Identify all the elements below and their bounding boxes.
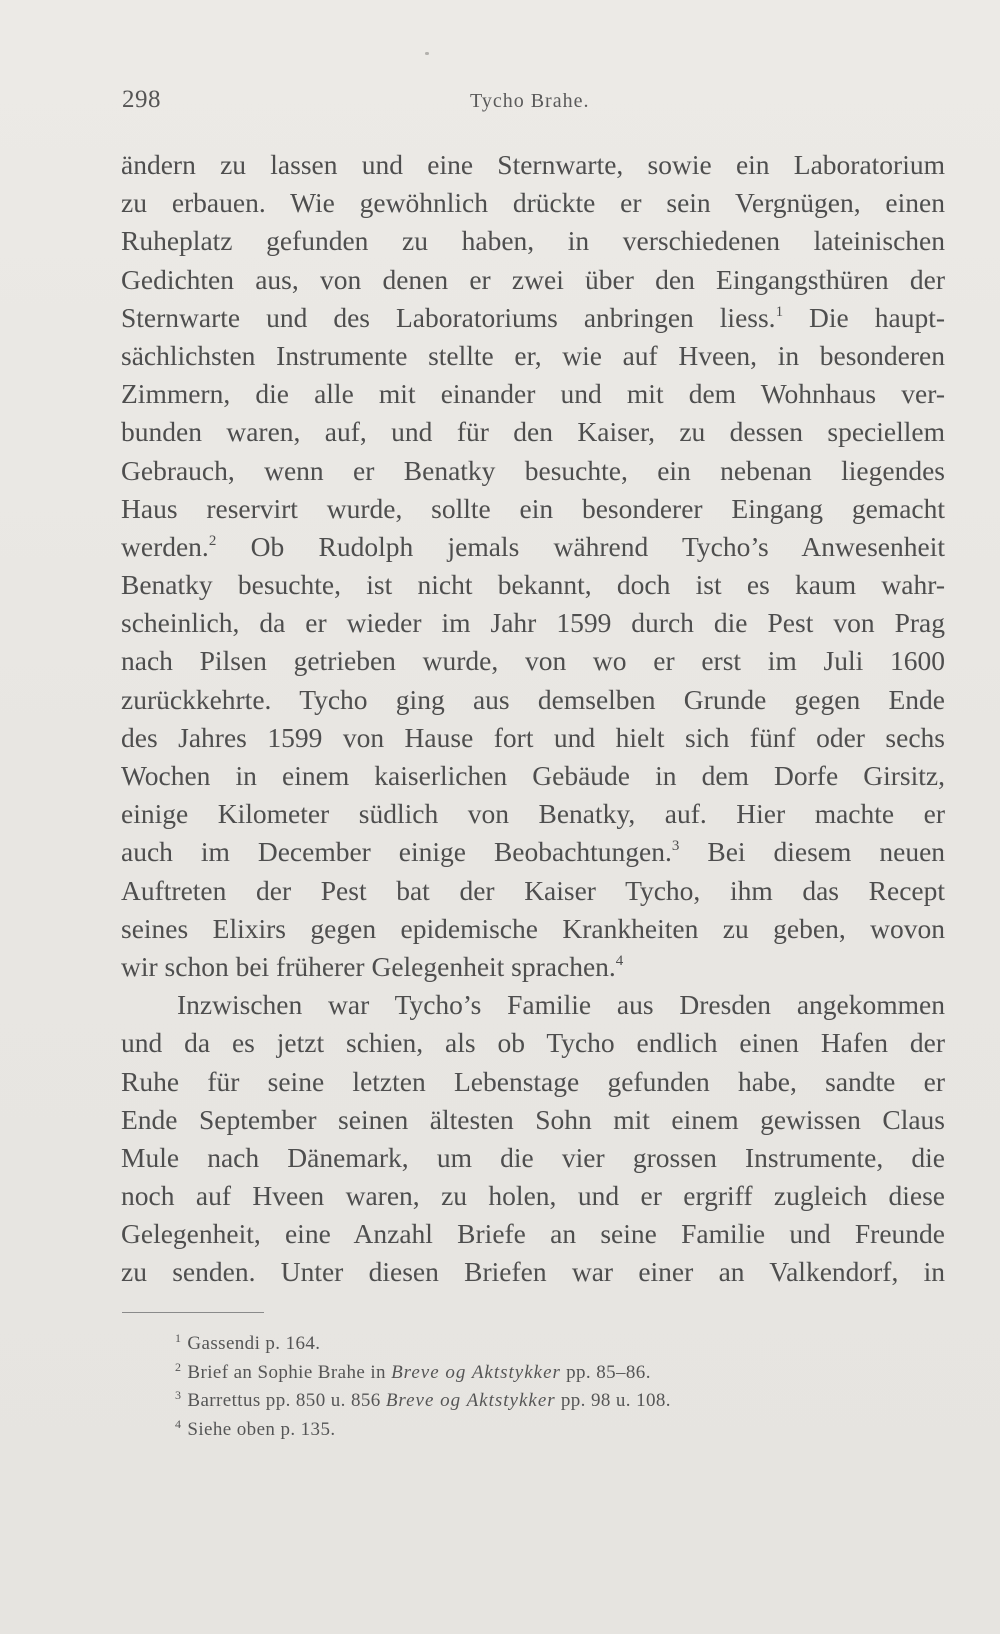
text-line — [121, 833, 945, 871]
footnotes — [175, 1324, 895, 1438]
footnote-ref: 4 — [615, 952, 624, 969]
footnote — [175, 1381, 895, 1410]
footnote — [175, 1353, 895, 1382]
footnote-marker: 3 — [175, 1388, 182, 1402]
footnote-ref: 1 — [775, 303, 784, 320]
footnote — [175, 1410, 895, 1439]
footnote-divider — [122, 1312, 264, 1313]
text-line: Gedichten aus, von denen er zwei über den Eingangsthüren der — [121, 263, 945, 295]
text-line: des Jahres 1599 von Hause fort und hielt sich fünf oder sechs — [121, 721, 945, 753]
text-segment: Sternwarte und des Laboratoriums anbringen liess. — [121, 301, 776, 333]
text-line — [121, 528, 945, 566]
text-line: bunden waren, auf, und für den Kaiser, zu dessen speciellem — [121, 416, 945, 448]
text-line: Benatky besuchte, ist nicht bekannt, doch ist es kaum wahr- — [121, 569, 945, 601]
text-line: noch auf Hveen waren, zu holen, und er ergriff zugleich diese — [121, 1180, 945, 1212]
footnote-text: Barrettus pp. 850 u. 856 — [187, 1390, 381, 1411]
text-line: zu senden. Unter diesen Briefen war einer an Valkendorf, in — [121, 1256, 945, 1288]
text-line: Wochen in einem kaiserlichen Gebäude in dem Dorfe Girsitz, — [121, 760, 945, 791]
paper-speck — [425, 52, 429, 55]
footnote-marker: 4 — [175, 1416, 182, 1431]
body-text — [121, 146, 945, 1292]
running-title: Tycho Brahe. — [470, 90, 590, 112]
text-segment: Die haupt- — [809, 301, 945, 333]
page-number: 298 — [122, 86, 161, 113]
text-line: Mule nach Dänemark, um die vier grossen Instrumente, die — [121, 1141, 945, 1173]
footnote-text: Brief an Sophie Brahe in — [187, 1361, 386, 1383]
text-segment: Ob Rudolph jemals während Tycho’s Anwesenheit — [250, 530, 945, 562]
footnote-marker: 2 — [175, 1359, 182, 1374]
text-line: scheinlich, da er wieder im Jahr 1599 durch die Pest von Prag — [121, 607, 945, 639]
text-line: sächlichsten Instrumente stellte er, wie auf Hveen, in besonderen — [121, 339, 945, 371]
footnote-text: Siehe oben p. 135. — [187, 1418, 336, 1440]
text-line: seines Elixirs gegen epidemische Krankheiten zu geben, wovon — [121, 912, 945, 944]
text-line: Ruhe für seine letzten Lebenstage gefunden habe, sandte er — [121, 1065, 945, 1097]
text-line: nach Pilsen getrieben wurde, von wo er erst im Juli 1600 — [121, 645, 945, 677]
text-segment: werden. — [121, 530, 209, 562]
footnote-italic-title: Breve og Aktstykker — [385, 1390, 556, 1411]
text-line: Inzwischen war Tycho’s Familie aus Dresden angekommen — [177, 989, 945, 1021]
footnote — [175, 1324, 895, 1353]
footnote-pages: pp. 85–86. — [566, 1361, 651, 1383]
page-header — [122, 86, 948, 126]
text-line — [121, 948, 945, 986]
footnote-pages: pp. 98 u. 108. — [560, 1390, 671, 1411]
text-line: Ruheplatz gefunden zu haben, in verschiedenen lateinischen — [121, 225, 945, 257]
text-segment: Bei diesem neuen — [707, 836, 946, 868]
footnote-text: Gassendi p. 164. — [187, 1333, 321, 1354]
text-line: und da es jetzt schien, als ob Tycho endlich einen Hafen der — [121, 1027, 945, 1059]
text-line: Auftreten der Pest bat der Kaiser Tycho, ihm das Recept — [121, 874, 945, 906]
text-line: Haus reservirt wurde, sollte ein besonderer Eingang gemacht — [121, 492, 945, 524]
footnote-marker: 1 — [175, 1331, 182, 1345]
footnote-ref: 3 — [671, 838, 680, 855]
text-line: Zimmern, die alle mit einander und mit dem Wohnhaus ver- — [121, 378, 945, 410]
text-segment: wir schon bei früherer Gelegenheit sprachen. — [121, 950, 616, 982]
text-line: ändern zu lassen und eine Sternwarte, sowie ein Laboratorium — [121, 149, 945, 180]
text-line: Gebrauch, wenn er Benatky besuchte, ein nebenan liegendes — [121, 454, 945, 486]
text-line: Ende September seinen ältesten Sohn mit einem gewissen Claus — [121, 1103, 945, 1135]
text-line: zu erbauen. Wie gewöhnlich drückte er sein Vergnügen, einen — [121, 187, 945, 219]
text-line: Gelegenheit, eine Anzahl Briefe an seine Familie und Freunde — [121, 1218, 945, 1250]
footnote-italic-title: Breve og Aktstykker — [391, 1361, 561, 1383]
text-segment: auch im December einige Beobachtungen. — [121, 836, 672, 868]
text-line — [121, 299, 945, 337]
text-line: einige Kilometer südlich von Benatky, auf. Hier machte er — [121, 798, 945, 830]
footnote-ref: 2 — [208, 532, 217, 549]
text-line: zurückkehrte. Tycho ging aus demselben Grunde gegen Ende — [121, 683, 945, 715]
